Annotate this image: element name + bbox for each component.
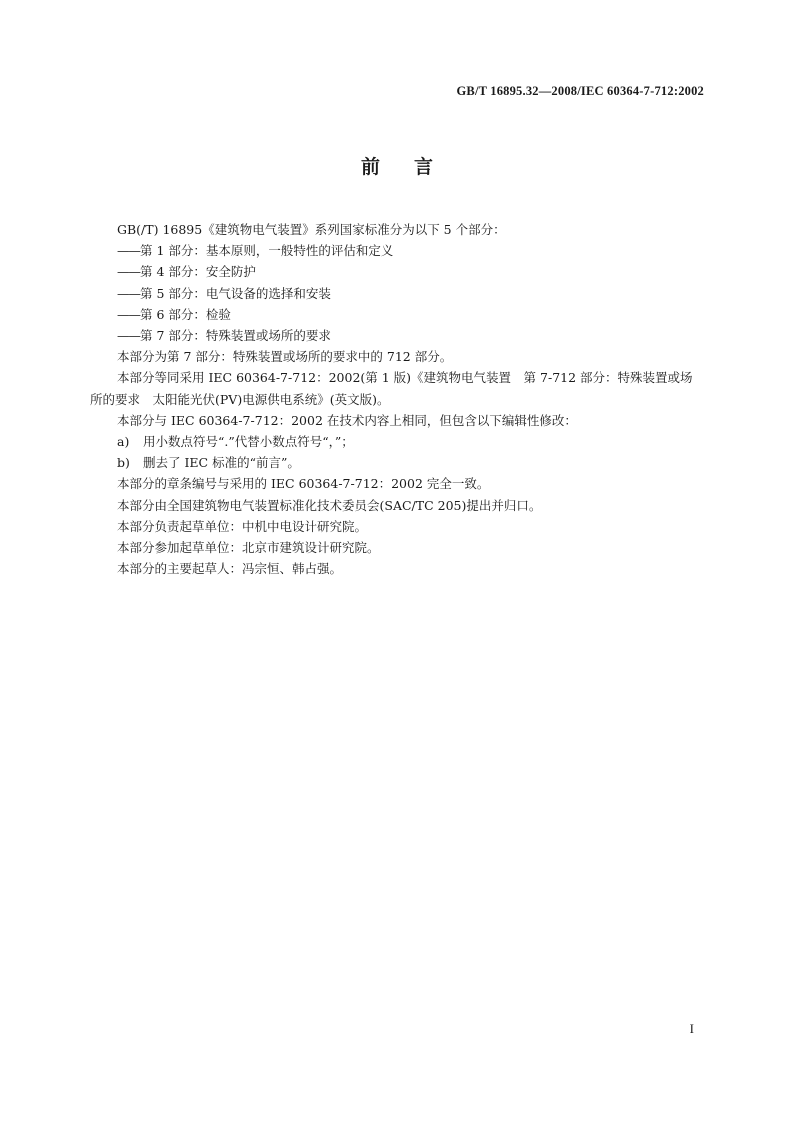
list-item: [90, 325, 704, 346]
drafters-paragraph: 本部分的主要起草人：冯宗恒、韩占强。: [117, 561, 343, 577]
page-number: I: [689, 1021, 694, 1036]
participating-unit-paragraph: 本部分参加起草单位：北京市建筑设计研究院。: [117, 540, 380, 556]
modifications-paragraph: 本部分与 IEC 60364-7-712：2002 在技术内容上相同，但包含以下编辑性修改：: [117, 412, 577, 428]
dash-mark: ——: [117, 306, 140, 322]
modification-item-b: [90, 452, 704, 473]
item-text: 用小数点符号“.”代替小数点符号“，”；: [143, 434, 354, 450]
adoption-paragraph: 本部分等同采用 IEC 60364-7-712：2002(第 1 版)《建筑物电气装置 第 7-712 部分：特殊装置或场所的要求 太阳能光伏(PV)电源供电系统》(英文版)。: [90, 370, 693, 407]
standard-code: GB/T 16895.32—2008/IEC 60364-7-712:2002: [456, 84, 704, 98]
modification-item-a: [90, 431, 704, 452]
list-item: [90, 261, 704, 282]
page-title: 前言: [360, 156, 467, 178]
dash-mark: ——: [117, 243, 140, 259]
list-item: [90, 304, 704, 325]
list-item-text: 第 1 部分：基本原则，一般特性的评估和定义: [140, 243, 394, 259]
document-body: [90, 219, 704, 579]
list-item: [90, 240, 704, 261]
drafting-unit-paragraph: 本部分负责起草单位：中机中电设计研究院。: [117, 518, 368, 534]
list-item-text: 第 6 部分：检验: [140, 306, 231, 322]
item-marker: b): [117, 455, 130, 471]
part-scope-paragraph: 本部分为第 7 部分：特殊装置或场所的要求中的 712 部分。: [117, 349, 453, 365]
dash-mark: ——: [117, 264, 140, 280]
list-item: [90, 283, 704, 304]
item-marker: a): [117, 434, 130, 450]
list-item-text: 第 7 部分：特殊装置或场所的要求: [140, 328, 331, 344]
numbering-paragraph: 本部分的章条编号与采用的 IEC 60364-7-712：2002 完全一致。: [117, 476, 490, 492]
list-item-text: 第 5 部分：电气设备的选择和安装: [140, 285, 331, 301]
proposer-paragraph: 本部分由全国建筑物电气装置标准化技术委员会(SAC/TC 205)提出并归口。: [117, 497, 542, 513]
item-text: 删去了 IEC 标准的“前言”。: [143, 455, 300, 471]
intro-paragraph: GB(/T) 16895《建筑物电气装置》系列国家标准分为以下 5 个部分：: [117, 222, 506, 237]
list-item-text: 第 4 部分：安全防护: [140, 264, 256, 280]
dash-mark: ——: [117, 285, 140, 301]
dash-mark: ——: [117, 328, 140, 344]
